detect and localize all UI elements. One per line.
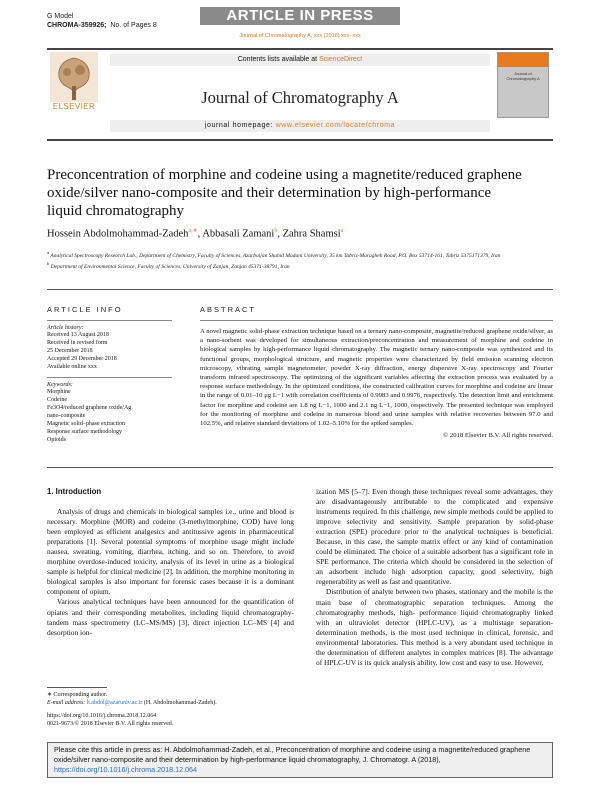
divider xyxy=(47,289,553,290)
footnote xyxy=(47,687,294,728)
copyright: © 2018 Elsevier B.V. All rights reserved. xyxy=(443,432,553,440)
homepage-link[interactable]: www.elsevier.com/locate/chroma xyxy=(275,122,396,129)
keyword: Fe3O4/reduced graphene oxide/Ag xyxy=(47,405,132,411)
history-item: Received 13 August 2018 xyxy=(47,332,109,338)
affiliation-text: Analytical Spectroscopy Research Lab., Department of Chemistry, Faculty of Sciences, Azarbaijan Shahid Madani University, 35 km Tabriz-Maragheh Road, P.O. Box 53714-161, Tabriz 5375171379, Iran xyxy=(50,252,501,259)
keywords-label: Keywords: xyxy=(47,382,73,388)
abstract-text: A novel magnetic solid-phase extraction technique based on a ternary nano-composite, magnetite/reduced graphene oxide/silver, as a nano-sorbent was developed for simultaneous extraction/preconcentration and measurement of morphine and codeine in biological samples by high-performance liquid chromatography. The magnetic ternary nano-composite was synthesized and its functional groups, morphological structure, and magnetic properties were characterized by field emission scanning electron microscopy, vibrating sample magnetometer, powder X-ray diffraction, energy dispersive X-ray spectroscopy and Fourier transform infrared spectroscopy. The optimizing of the significant variables affecting the extraction process was evaluated by a response surface methodology. In the optimized conditions, the constructed calibration curves for morphine and codeine are linear in the range of 0.01–10 μg L−1 with correlation coefficients of 0.9983 and 0.9976, respectively. The detection limit and enrichment factor for morphine and codeine are 1.8 ng L−1, 1000 and 2.1 ng L−1, 1000, respectively. The presented technique was employed for the monitoring of morphine and codeine in numerous blood and urine samples with relative recoveries between 97.0 and 102.5%, and relative standard deviations of 1.02–5.10% for the spiked samples. xyxy=(200,328,553,428)
divider xyxy=(47,467,553,468)
affiliation-a xyxy=(47,249,547,260)
chroma-id: CHROMA-359926; xyxy=(47,22,107,29)
masthead-top-rule xyxy=(47,48,553,50)
journal-title: Journal of Chromatography A xyxy=(201,88,399,107)
cover-band xyxy=(498,53,548,67)
doi-link[interactable]: https://doi.org/10.1016/j.chroma.2018.12.064 xyxy=(47,713,157,719)
paragraph: Various analytical techniques have been announced for the quantification of opiates and their corresponding metabolites, including liquid chromatography-tandem mass spectrometry (LC–MS/MS) [3], direct injection LC–MS [4] and desorption ion- xyxy=(47,597,294,637)
paragraph: Distribution of analyte between two phases, stationary and the mobile is the main base of chromatographic separation techniques. Among the chromatography methods, high- performance liquid chromatography linked with an ultraviolet detector (HPLC-UV), as a multistage separation-determination methods, is the most used technique in clinical, forensic, and environmental laboratories. This method is a very abundant used technique in the determination of different analytes in complex matrices [8]. The advantage of HPLC-UV is its quick analysis ability, low cost and easy to use. However, xyxy=(316,587,553,667)
history-label: Article history: xyxy=(47,325,84,331)
affiliation-b xyxy=(47,260,547,271)
corresponding-note: ∗ Corresponding author. xyxy=(47,692,108,698)
divider xyxy=(47,377,172,378)
divider xyxy=(47,320,172,321)
contents-bar xyxy=(110,54,490,66)
citation-text: Please cite this article in press as: H. Abdolmohammad-Zadeh, et al., Preconcentration of morphine and codeine using a magnetite/reduced graphene oxide/silver nano-composite and their determination by high-performance liquid chromatography, J. Chromatogr. A (2018), xyxy=(54,745,531,764)
contents-prefix: Contents lists available at xyxy=(237,56,320,63)
email-name: (H. Abdolmohammad-Zadeh). xyxy=(142,700,217,706)
section-heading: 1. Introduction xyxy=(47,487,102,496)
elsevier-logo xyxy=(50,52,98,112)
keyword: Opioids xyxy=(47,437,67,443)
keyword: Codeine xyxy=(47,397,67,403)
journal-cover-thumbnail xyxy=(497,52,549,118)
keyword: Magnetic solid–phase extraction xyxy=(47,421,125,427)
homepage-prefix: journal homepage: xyxy=(204,122,276,129)
cover-title: Journal of Chromatography A xyxy=(506,71,540,81)
affiliation-sup: a xyxy=(47,250,50,255)
divider xyxy=(200,320,553,321)
publisher-wordmark: ELSEVIER xyxy=(52,102,96,111)
footnote-rule xyxy=(47,687,107,688)
email-link[interactable]: h.abdol@azaruniv.ac.ir xyxy=(86,700,143,706)
paragraph: ization MS [5–7]. Even though these techniques reveal some advantages, they are disadvantageously attributable to the complicated and expensive instruments required. In this challenge, new simple methods could be applied to improve selectivity and sensitivity. Sample preparation by solid-phase extraction (SPE) procedure prior to the analytical techniques is beneficial. Because, in this case, the sample matrix effect or any kind of contamination could be eliminated. The choice of a suitable adsorbent has a significant role in SPE performance. The criteria which should be considered in the selection of an adsorbent include high adsorption capacity, good selectivity, high regenerability as well as fast and quantitative. xyxy=(316,487,553,587)
email-label: E-mail address: xyxy=(47,700,87,706)
masthead-bottom-rule xyxy=(47,139,553,141)
author-list: Hossein Abdolmohammad-Zadeh$^{a,∗}$, Abbasali Zamani$^b$, Zahra Shamsi$^a$ xyxy=(47,228,344,240)
keyword: nano-composite xyxy=(47,413,86,419)
body-column-left xyxy=(47,487,294,638)
keyword: Morphine xyxy=(47,389,71,395)
author-sup[interactable]: b xyxy=(274,228,278,234)
body-column-right xyxy=(316,487,553,668)
issn-line: 0021-9673/© 2018 Elsevier B.V. All rights reserved. xyxy=(47,721,174,727)
history-item: Received in revised form xyxy=(47,340,108,346)
abstract-heading: ABSTRACT xyxy=(200,305,257,314)
affiliation-text: Department of Environmental Science, Faculty of Sciences, University of Zanjan, Zanjan 45371-38791, Iran xyxy=(50,263,290,270)
paragraph: Analysis of drugs and chemicals in biological samples i.e., urine and blood is necessary. Morphine (MOR) and codeine (3-methylmorphine, COD) have long been employed as efficient analgesics and antitussive agents in pharmaceutical preparations [1]. Several potential symptoms of morphine usage might include nausea, sweating, vomiting, diarrhea, itching, and so on. Therefore, to avoid morphine overdose-induced toxicity, analysis of its level in urine as a biological sample is helpful for clinical medicine [2]. In addition, the morphine monitoring in biological samples is also important for forensic cases because it is a dominant component of opium. xyxy=(47,507,294,597)
affiliations xyxy=(47,249,547,271)
author-sup[interactable]: a xyxy=(340,228,344,234)
history-item: Available online xxx xyxy=(47,364,97,370)
author-name: Hossein Abdolmohammad-Zadeh xyxy=(47,228,189,240)
author-name: Zahra Shamsi xyxy=(282,228,341,240)
page-count: No. of Pages 8 xyxy=(110,22,157,29)
journal-reference: Journal of Chromatography A, xxx (2018) xxx–xxx xyxy=(239,33,361,39)
author-sup[interactable]: a,∗ xyxy=(188,228,198,234)
citation-doi-link[interactable]: https://doi.org/10.1016/j.chroma.2018.12.064 xyxy=(54,765,198,774)
gmodel-label: G Model xyxy=(47,13,74,20)
citation-box xyxy=(47,742,553,778)
author-name: Abbasali Zamani xyxy=(202,228,275,240)
sciencedirect-link[interactable]: ScienceDirect xyxy=(319,56,363,63)
abstract-panel xyxy=(200,305,553,439)
article-info-heading: ARTICLE INFO xyxy=(47,305,123,314)
affiliation-sup: b xyxy=(47,260,50,266)
header-meta xyxy=(47,12,157,30)
article-info-panel xyxy=(47,305,172,444)
history-item: Accepted 29 December 2018 xyxy=(47,356,117,362)
history-item: 25 December 2018 xyxy=(47,348,93,354)
article-title: Preconcentration of morphine and codeine using a magnetite/reduced graphene oxide/silver nano-composite and their determination by high-performance liquid chromatography xyxy=(47,167,522,219)
keyword: Response surface methodology xyxy=(47,429,122,435)
homepage-bar xyxy=(110,120,490,132)
article-in-press-banner: ARTICLE IN PRESS xyxy=(200,7,400,25)
